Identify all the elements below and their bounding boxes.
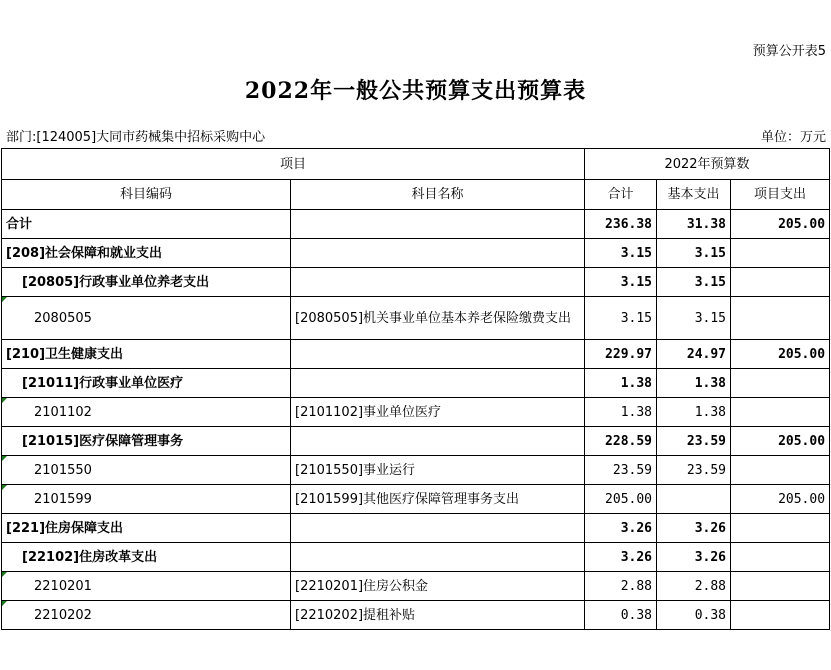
cell-total: 236.38: [585, 210, 657, 239]
cell-name: [291, 239, 585, 268]
cell-name: [2101599]其他医疗保障管理事务支出: [291, 485, 585, 514]
cell-project: [731, 543, 830, 572]
cell-code: 2210202: [2, 601, 291, 630]
table-row: [2, 543, 830, 572]
cell-code: 2210201: [2, 572, 291, 601]
cell-total: 229.97: [585, 340, 657, 369]
cell-basic: 3.26: [657, 514, 731, 543]
cell-name: [291, 369, 585, 398]
department-label: 部门:[124005]大同市药械集中招标采购中心: [6, 130, 266, 145]
cell-name: [291, 268, 585, 297]
cell-basic: 24.97: [657, 340, 731, 369]
form-number: 预算公开表5: [752, 44, 826, 59]
cell-code: [20805]行政事业单位养老支出: [2, 268, 291, 297]
cell-code: 2101550: [2, 456, 291, 485]
header-total: 合计: [585, 180, 657, 210]
table-row: [2, 456, 830, 485]
table-row: [2, 485, 830, 514]
cell-total: 3.26: [585, 514, 657, 543]
table-row: [2, 268, 830, 297]
cell-project: [731, 268, 830, 297]
cell-total: 3.15: [585, 297, 657, 340]
table-row: [2, 398, 830, 427]
cell-project: [731, 297, 830, 340]
cell-name: [2101550]事业运行: [291, 456, 585, 485]
cell-code: [22102]住房改革支出: [2, 543, 291, 572]
cell-code: [21011]行政事业单位医疗: [2, 369, 291, 398]
header-name: 科目名称: [291, 180, 585, 210]
table-row: [2, 297, 830, 340]
cell-project: 205.00: [731, 427, 830, 456]
cell-basic: 23.59: [657, 456, 731, 485]
cell-project: [731, 572, 830, 601]
cell-code: 合计: [2, 210, 291, 239]
cell-total: 228.59: [585, 427, 657, 456]
cell-project: [731, 239, 830, 268]
cell-total: 1.38: [585, 369, 657, 398]
cell-name: [2210202]提租补贴: [291, 601, 585, 630]
table-row: [2, 601, 830, 630]
cell-name: [2101102]事业单位医疗: [291, 398, 585, 427]
cell-code: [21015]医疗保障管理事务: [2, 427, 291, 456]
table-row: [2, 340, 830, 369]
header-basic: 基本支出: [657, 180, 731, 210]
table-row: [2, 427, 830, 456]
unit-label: 单位：万元: [760, 130, 826, 145]
header-project-expense: 项目支出: [731, 180, 830, 210]
cell-name: [2210201]住房公积金: [291, 572, 585, 601]
cell-basic: 0.38: [657, 601, 731, 630]
header-row-1: [2, 149, 830, 180]
cell-name: [291, 210, 585, 239]
table-row: [2, 514, 830, 543]
cell-project: [731, 369, 830, 398]
cell-total: 205.00: [585, 485, 657, 514]
cell-name: [291, 427, 585, 456]
page-title: 2022年一般公共预算支出预算表: [244, 78, 587, 104]
cell-basic: 3.15: [657, 297, 731, 340]
cell-name: [291, 514, 585, 543]
table-row: [2, 239, 830, 268]
cell-basic: 3.26: [657, 543, 731, 572]
cell-basic: 2.88: [657, 572, 731, 601]
table-row: [2, 369, 830, 398]
cell-basic: 1.38: [657, 398, 731, 427]
cell-total: 1.38: [585, 398, 657, 427]
cell-total: 3.15: [585, 268, 657, 297]
cell-basic: 3.15: [657, 239, 731, 268]
cell-basic: 3.15: [657, 268, 731, 297]
header-project: 项目: [2, 149, 585, 180]
cell-project: [731, 456, 830, 485]
budget-table: [1, 148, 830, 630]
cell-name: [2080505]机关事业单位基本养老保险缴费支出: [291, 297, 585, 340]
cell-project: [731, 601, 830, 630]
cell-project: 205.00: [731, 485, 830, 514]
header-code: 科目编码: [2, 180, 291, 210]
cell-project: 205.00: [731, 210, 830, 239]
cell-total: 0.38: [585, 601, 657, 630]
cell-project: 205.00: [731, 340, 830, 369]
cell-code: 2080505: [2, 297, 291, 340]
cell-code: [208]社会保障和就业支出: [2, 239, 291, 268]
cell-basic: 1.38: [657, 369, 731, 398]
cell-basic: 23.59: [657, 427, 731, 456]
cell-code: [221]住房保障支出: [2, 514, 291, 543]
cell-basic: 31.38: [657, 210, 731, 239]
cell-total: 3.15: [585, 239, 657, 268]
cell-project: [731, 514, 830, 543]
cell-total: 2.88: [585, 572, 657, 601]
table-row: [2, 572, 830, 601]
cell-basic: [657, 485, 731, 514]
cell-code: [210]卫生健康支出: [2, 340, 291, 369]
cell-code: 2101102: [2, 398, 291, 427]
header-budget-group: 2022年预算数: [585, 149, 830, 180]
header-row-2: [2, 180, 830, 210]
table-row: [2, 210, 830, 239]
cell-code: 2101599: [2, 485, 291, 514]
cell-total: 23.59: [585, 456, 657, 485]
cell-name: [291, 543, 585, 572]
cell-total: 3.26: [585, 543, 657, 572]
cell-project: [731, 398, 830, 427]
cell-name: [291, 340, 585, 369]
